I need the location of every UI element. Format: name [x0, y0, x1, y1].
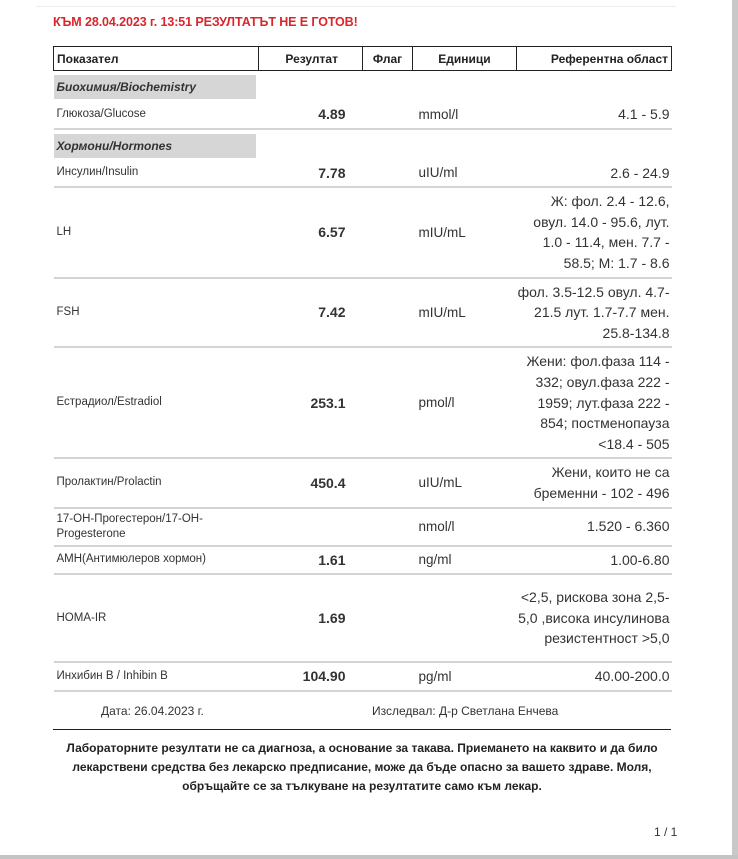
reference-range: Жени, които не са бременни - 102 - 496 — [517, 458, 672, 507]
result-value — [259, 508, 363, 546]
result-value: 104.90 — [259, 662, 363, 691]
table-row — [54, 101, 672, 129]
section-row-hormones — [54, 129, 672, 160]
table-row — [54, 160, 672, 188]
result-value: 1.61 — [259, 546, 363, 575]
page-number: 1 / 1 — [654, 825, 678, 839]
table-row — [54, 546, 672, 575]
section-label: Биохимия/Biochemistry — [54, 75, 256, 99]
table-row — [54, 574, 672, 662]
indicator-name: Пролактин/Prolactin — [54, 458, 259, 507]
disclaimer-text: Лабораторните резултати не са диагноза, а основание за такава. Приемането на каквито и да било лекарствени средства без лекарско предписание, може да бъде опасно за вашето здраве. Моля, обръщайте се за тълкуване на резултатите само към лекар. — [66, 741, 658, 793]
report-date: Дата: 26.04.2023 г. — [101, 704, 204, 718]
indicator-name: Инхибин В / Inhibin B — [54, 662, 259, 691]
divider — [36, 6, 676, 7]
flag-value — [363, 160, 413, 188]
reference-range: Ж: фол. 2.4 - 12.6, овул. 14.0 - 95.6, лут. 1.0 - 11.4, мен. 7.7 - 58.5; М: 1.7 - 8.6 — [517, 187, 672, 277]
reference-range: 40.00-200.0 — [517, 662, 672, 691]
table-row — [54, 508, 672, 546]
column-header-result: Резултат — [259, 47, 363, 71]
table-row — [54, 458, 672, 507]
units-value — [413, 574, 517, 662]
indicator-name: Естрадиол/Estradiol — [54, 347, 259, 458]
section-row-biochemistry — [54, 71, 672, 102]
results-table — [53, 46, 672, 692]
examined-by: Изследвал: Д-р Светлана Енчева — [372, 704, 559, 718]
reference-range: 1.520 - 6.360 — [517, 508, 672, 546]
divider — [53, 729, 671, 730]
indicator-name: Глюкоза/Glucose — [54, 101, 259, 129]
result-not-ready-warning: КЪМ 28.04.2023 г. 13:51 РЕЗУЛТАТЪТ НЕ Е ГОТОВ! — [53, 15, 358, 29]
result-value: 1.69 — [259, 574, 363, 662]
flag-value — [363, 347, 413, 458]
indicator-name: Инсулин/Insulin — [54, 160, 259, 188]
result-value: 4.89 — [259, 101, 363, 129]
flag-value — [363, 101, 413, 129]
indicator-name: HOMA-IR — [54, 574, 259, 662]
reference-range: 4.1 - 5.9 — [517, 101, 672, 129]
flag-value — [363, 458, 413, 507]
units-value: pg/ml — [413, 662, 517, 691]
flag-value — [363, 187, 413, 277]
indicator-name: LH — [54, 187, 259, 277]
column-header-indicator: Показател — [54, 47, 259, 71]
reference-range: <2,5, рискова зона 2,5-5,0 ,висока инсулинова резистентност >5,0 — [517, 574, 672, 662]
flag-value — [363, 546, 413, 575]
indicator-name: FSH — [54, 278, 259, 348]
units-value: uIU/ml — [413, 160, 517, 188]
reference-range: 1.00-6.80 — [517, 546, 672, 575]
reference-range: Жени: фол.фаза 114 - 332; овул.фаза 222 - 1959; лут.фаза 222 - 854; постменопауза <18.4 - 505 — [517, 347, 672, 458]
table-row — [54, 187, 672, 277]
flag-value — [363, 574, 413, 662]
reference-range: фол. 3.5-12.5 овул. 4.7-21.5 лут. 1.7-7.7 мен. 25.8-134.8 — [517, 278, 672, 348]
result-value: 6.57 — [259, 187, 363, 277]
units-value: uIU/mL — [413, 458, 517, 507]
page-edge-shadow — [732, 0, 738, 859]
result-value: 450.4 — [259, 458, 363, 507]
units-value: mIU/mL — [413, 187, 517, 277]
flag-value — [363, 508, 413, 546]
section-label: Хормони/Hormones — [54, 134, 256, 158]
units-value: pmol/l — [413, 347, 517, 458]
units-value: mmol/l — [413, 101, 517, 129]
indicator-name: 17-ОН-Прогестерон/17-OH-Progesterone — [54, 508, 259, 546]
flag-value — [363, 278, 413, 348]
indicator-name: АМН(Антимюлеров хормон) — [54, 546, 259, 575]
result-value: 7.78 — [259, 160, 363, 188]
units-value: mIU/mL — [413, 278, 517, 348]
reference-range: 2.6 - 24.9 — [517, 160, 672, 188]
table-row — [54, 347, 672, 458]
table-row — [54, 278, 672, 348]
flag-value — [363, 662, 413, 691]
units-value: nmol/l — [413, 508, 517, 546]
column-header-flag: Флаг — [363, 47, 413, 71]
table-row — [54, 662, 672, 691]
table-header-row — [54, 47, 672, 71]
column-header-reference-range: Референтна област — [517, 47, 672, 71]
result-value: 253.1 — [259, 347, 363, 458]
column-header-units: Единици — [413, 47, 517, 71]
result-value: 7.42 — [259, 278, 363, 348]
units-value: ng/ml — [413, 546, 517, 575]
page-edge-shadow — [0, 855, 738, 859]
